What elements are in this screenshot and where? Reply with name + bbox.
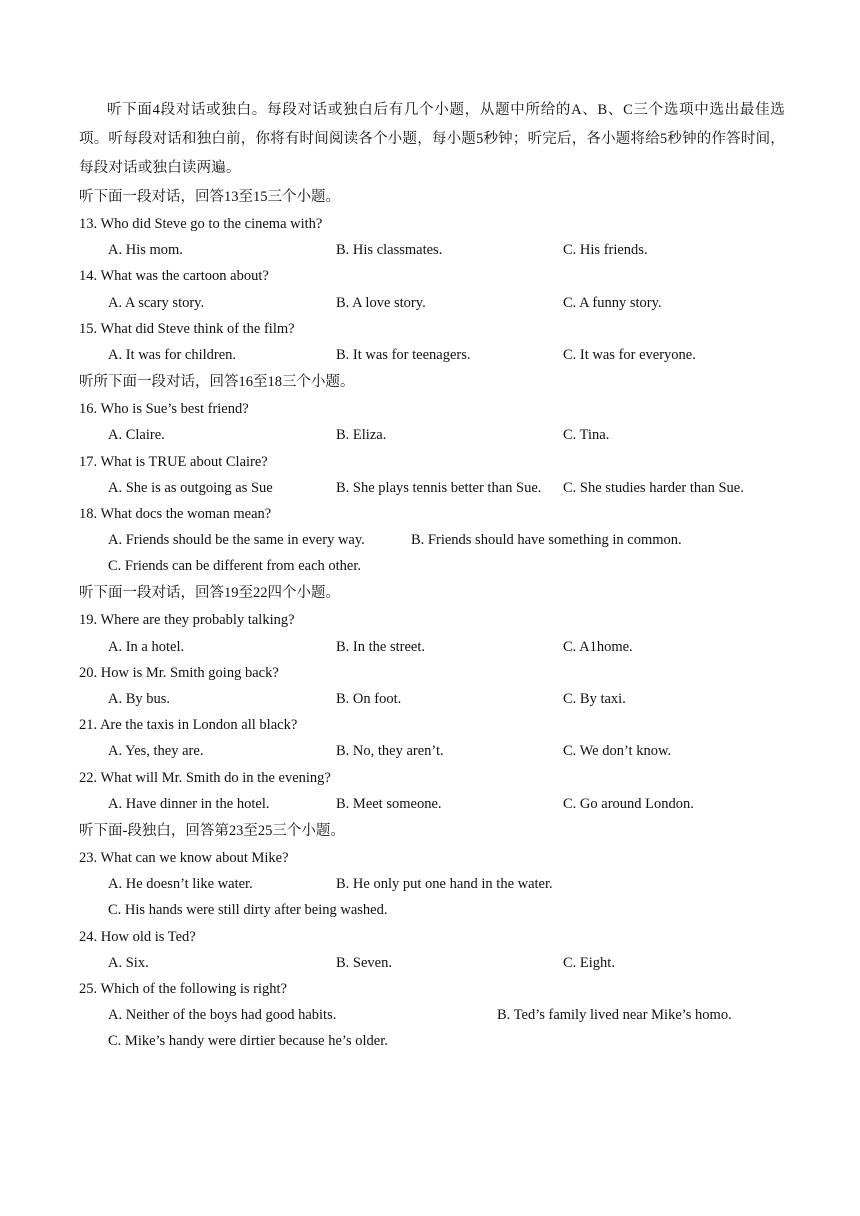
- options-13: [79, 237, 785, 263]
- option-a: A. In a hotel.: [108, 638, 185, 655]
- options-16: [79, 422, 785, 448]
- option-a: A. Six.: [108, 954, 149, 971]
- question-17: 17. What is TRUE about Claire?: [79, 453, 268, 470]
- option-a: A. Friends should be the same in every way.: [108, 532, 365, 549]
- option-c: C. His friends.: [563, 242, 648, 259]
- option-a: A. It was for children.: [108, 346, 237, 363]
- option-b: B. On foot.: [336, 691, 402, 707]
- options-18-row2: [79, 553, 785, 579]
- option-b: B. Seven.: [336, 954, 392, 971]
- option-c: C. Friends can be different from each other.: [108, 558, 361, 575]
- option-c: C. Go around London.: [563, 795, 694, 812]
- options-20: [79, 686, 785, 712]
- option-b: B. Meet someone.: [336, 795, 442, 812]
- options-23-row1: [79, 871, 785, 897]
- option-b: B. In the street.: [336, 638, 425, 655]
- option-c: C. A funny story.: [563, 294, 662, 311]
- option-a: A. Neither of the boys had good habits.: [108, 1007, 337, 1024]
- options-17: [79, 475, 785, 501]
- instructions-paragraph: 听下面4段对话或独白。每段对话或独白后有几个小题，从题中所给的A、B、C三个选项中选出最佳选项。听每段对话和独白前，你将有时间阅读各个小题，每小题5秒钟；听完后，各小题将给5秒钟的作答时间，每段对话或独白读两遍。: [79, 102, 785, 176]
- option-c: C. We don’t know.: [563, 743, 672, 760]
- option-c: C. A1home.: [563, 638, 633, 655]
- options-25-row1: [79, 1002, 785, 1028]
- option-a: A. Claire.: [108, 427, 165, 444]
- options-15: [79, 342, 785, 368]
- section-heading: 听下面一段对话，回答19至22四个小题。: [79, 585, 340, 602]
- option-c: C. Mike’s handy were dirtier because he’s older.: [108, 1033, 388, 1050]
- question-21: 21. Are the taxis in London all black?: [79, 717, 298, 734]
- option-b: B. Friends should have something in common.: [411, 532, 682, 549]
- option-c: C. Tina.: [563, 427, 610, 444]
- option-a: A. Yes, they are.: [108, 743, 204, 760]
- question-24: 24. How old is Ted?: [79, 928, 196, 945]
- option-a: A. A scary story.: [108, 294, 205, 311]
- option-b: B. He only put one hand in the water.: [336, 876, 553, 893]
- option-b: B. His classmates.: [336, 242, 443, 259]
- section-heading: 听所下面一段对话，回答16至18三个小题。: [79, 374, 355, 391]
- option-a: A. By bus.: [108, 691, 171, 707]
- option-b: B. She plays tennis better than Sue.: [336, 479, 542, 496]
- question-20: 20. How is Mr. Smith going back?: [79, 664, 279, 681]
- options-21: [79, 738, 785, 764]
- question-14: 14. What was the cartoon about?: [79, 268, 269, 285]
- option-a: A. He doesn’t like water.: [108, 876, 253, 893]
- option-c: C. By taxi.: [563, 691, 626, 707]
- question-16: 16. Who is Sue’s best friend?: [79, 401, 249, 418]
- exam-page: [79, 96, 785, 1054]
- option-b: B. It was for teenagers.: [336, 346, 471, 363]
- option-c: C. It was for everyone.: [563, 346, 696, 363]
- option-a: A. She is as outgoing as Sue: [108, 479, 273, 496]
- option-a: A. Have dinner in the hotel.: [108, 795, 270, 812]
- option-b: B. Ted’s family lived near Mike’s homo.: [497, 1007, 732, 1024]
- options-24: [79, 950, 785, 976]
- question-22: 22. What will Mr. Smith do in the evening?: [79, 769, 331, 786]
- question-18: 18. What docs the woman mean?: [79, 505, 272, 522]
- option-c: C. She studies harder than Sue.: [563, 479, 744, 496]
- options-18-row1: [79, 527, 785, 553]
- options-23-row2: [79, 897, 785, 923]
- section-heading: 听下面一段对话，回答13至15三个小题。: [79, 189, 340, 205]
- option-c: C. His hands were still dirty after being washed.: [108, 902, 388, 919]
- question-13: 13. Who did Steve go to the cinema with?: [79, 216, 323, 232]
- section-heading: 听下面-段独白，回答第23至25三个小题。: [79, 822, 345, 839]
- option-b: B. Eliza.: [336, 427, 387, 444]
- option-b: B. A love story.: [336, 294, 426, 311]
- question-19: 19. Where are they probably talking?: [79, 612, 295, 629]
- question-25: 25. Which of the following is right?: [79, 980, 287, 997]
- option-b: B. No, they aren’t.: [336, 743, 444, 760]
- options-14: [79, 290, 785, 316]
- options-19: [79, 634, 785, 660]
- option-c: C. Eight.: [563, 954, 615, 971]
- options-22: [79, 791, 785, 817]
- option-a: A. His mom.: [108, 242, 183, 259]
- options-25-row2: [79, 1028, 785, 1054]
- question-23: 23. What can we know about Mike?: [79, 849, 289, 866]
- question-15: 15. What did Steve think of the film?: [79, 320, 295, 337]
